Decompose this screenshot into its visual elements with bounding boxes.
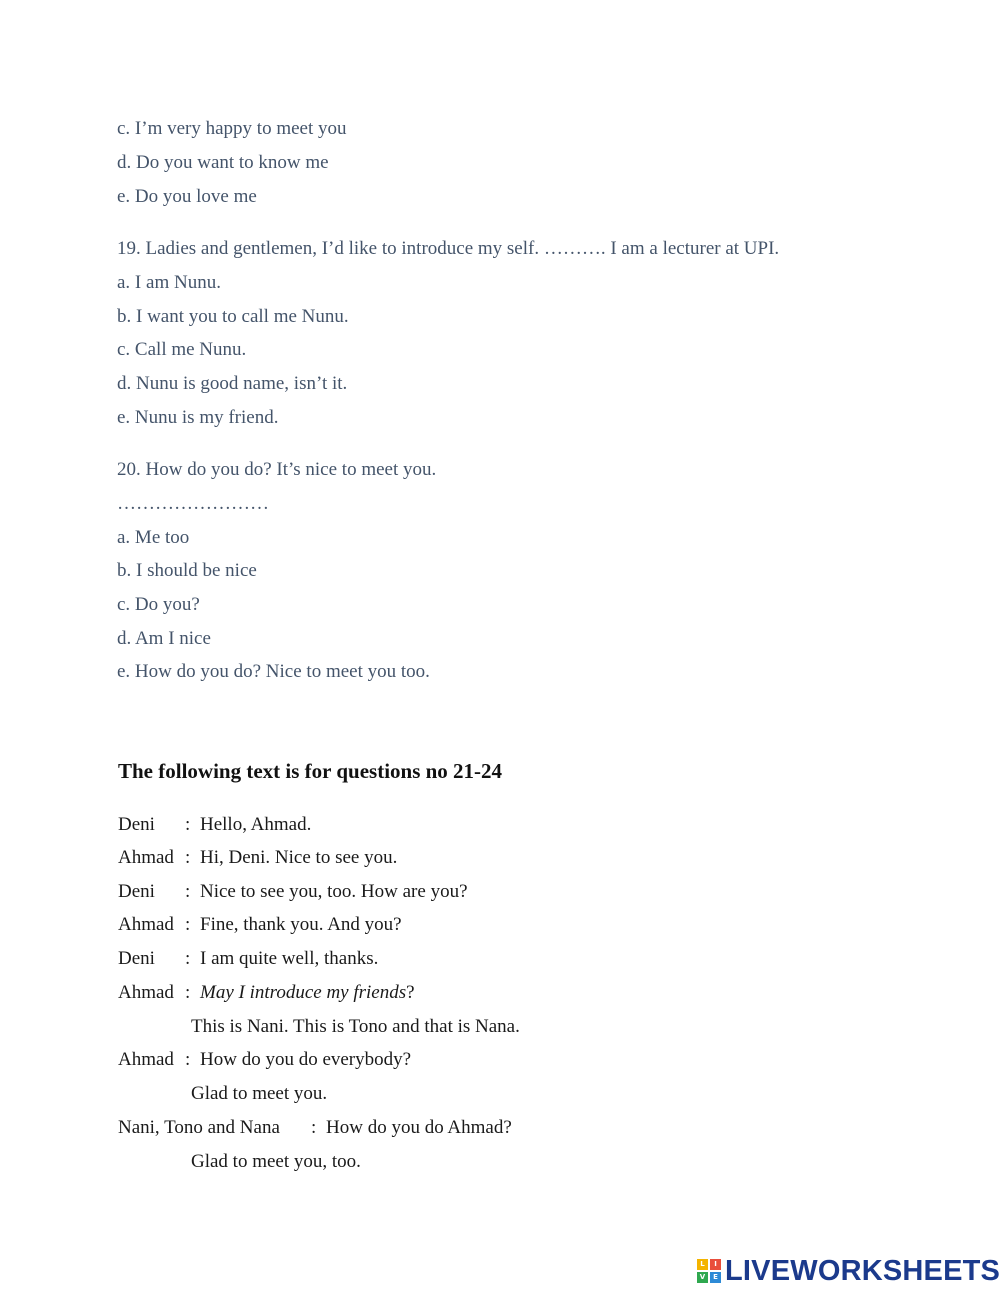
utterance: I am quite well, thanks. [200, 948, 379, 969]
q20-answer-blank[interactable]: …………………… [117, 493, 269, 514]
utterance: How do you do everybody? [200, 1049, 412, 1070]
speaker: Ahmad [118, 982, 174, 1003]
section-heading: The following text is for questions no 21-24 [118, 759, 503, 783]
utterance: How do you do Ahmad? [326, 1117, 512, 1138]
speaker: Ahmad [118, 914, 174, 935]
logo-block: E [710, 1272, 721, 1283]
q19-option-e[interactable]: e. Nunu is my friend. [117, 407, 279, 428]
utterance-italic: May I introduce my friends [200, 982, 407, 1003]
colon: : [185, 948, 191, 969]
utterance: Hi, Deni. Nice to see you. [200, 847, 398, 868]
q19-option-b[interactable]: b. I want you to call me Nunu. [117, 306, 349, 327]
option-e-prev: e. Do you love me [117, 186, 257, 207]
question-20: 20. How do you do? It’s nice to meet you. [117, 459, 437, 480]
speaker: Deni [118, 948, 155, 969]
option-c-prev: c. I’m very happy to meet you [117, 118, 347, 139]
speaker: Ahmad [118, 847, 174, 868]
utterance: Nice to see you, too. How are you? [200, 881, 468, 902]
dialogue-continuation: This is Nani. This is Tono and that is Nana. [191, 1016, 520, 1037]
colon: : [185, 1049, 191, 1070]
logo-blocks-icon [697, 1259, 721, 1283]
speaker: Nani, Tono and Nana [118, 1117, 280, 1138]
colon: : [185, 982, 191, 1003]
colon: : [185, 847, 191, 868]
speaker: Deni [118, 881, 155, 902]
q20-option-a[interactable]: a. Me too [117, 527, 190, 548]
q19-option-d[interactable]: d. Nunu is good name, isn’t it. [117, 373, 348, 394]
dialogue-continuation: Glad to meet you. [191, 1083, 328, 1104]
logo-block: I [710, 1259, 721, 1270]
q20-option-d[interactable]: d. Am I nice [117, 628, 211, 649]
colon: : [311, 1117, 317, 1138]
question-19: 19. Ladies and gentlemen, I’d like to introduce my self. ………. I am a lecturer at UPI. [117, 238, 780, 259]
speaker: Deni [118, 814, 155, 835]
logo-text: LIVEWORKSHEETS [725, 1255, 1000, 1287]
colon: : [185, 814, 191, 835]
utterance: Fine, thank you. And you? [200, 914, 402, 935]
dialogue-continuation: Glad to meet you, too. [191, 1151, 361, 1172]
q20-option-e[interactable]: e. How do you do? Nice to meet you too. [117, 661, 430, 682]
utterance-tail: ? [406, 982, 415, 1003]
liveworksheets-logo [697, 1256, 1000, 1286]
option-d-prev: d. Do you want to know me [117, 152, 329, 173]
utterance [200, 982, 415, 1004]
speaker: Ahmad [118, 1049, 174, 1070]
colon: : [185, 914, 191, 935]
logo-block: L [697, 1259, 708, 1270]
colon: : [185, 881, 191, 902]
q19-option-a[interactable]: a. I am Nunu. [117, 272, 221, 293]
logo-block: V [697, 1272, 708, 1283]
q20-option-b[interactable]: b. I should be nice [117, 560, 257, 581]
q19-option-c[interactable]: c. Call me Nunu. [117, 339, 247, 360]
utterance: Hello, Ahmad. [200, 814, 312, 835]
q20-option-c[interactable]: c. Do you? [117, 594, 200, 615]
